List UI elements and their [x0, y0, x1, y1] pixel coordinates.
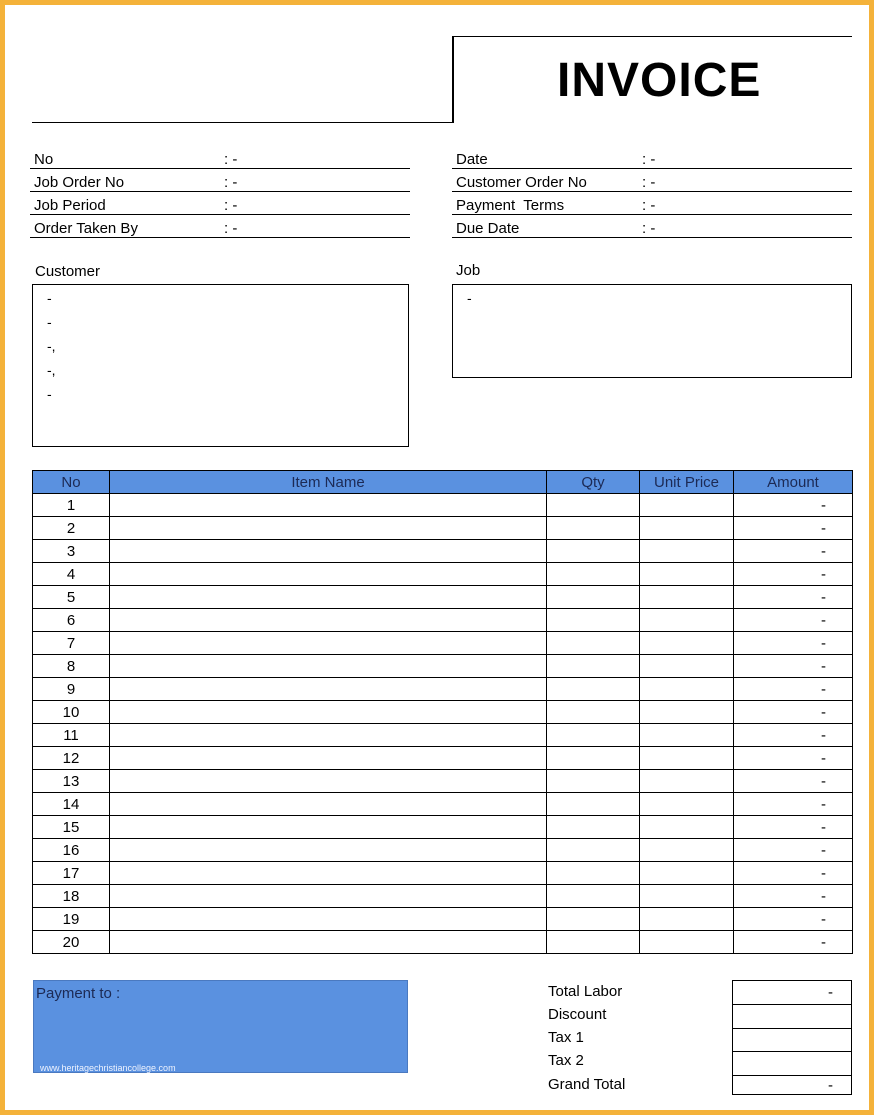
- amount-cell: -: [734, 494, 853, 517]
- unit-price-cell: [640, 793, 734, 816]
- field-value-customer-order-no: : -: [638, 169, 852, 192]
- unit-price-cell: [640, 908, 734, 931]
- item-name-cell: [110, 816, 547, 839]
- field-label-date: Date: [452, 146, 638, 169]
- item-no-cell: 8: [33, 655, 110, 678]
- qty-cell: [547, 908, 640, 931]
- item-no-cell: 2: [33, 517, 110, 540]
- item-name-cell: [110, 724, 547, 747]
- qty-cell: [547, 494, 640, 517]
- info-row-no: [30, 146, 410, 169]
- unit-price-cell: [640, 655, 734, 678]
- item-name-cell: [110, 563, 547, 586]
- amount-cell: -: [734, 885, 853, 908]
- item-no-cell: 9: [33, 678, 110, 701]
- customer-label: Customer: [35, 263, 101, 280]
- item-name-cell: [110, 931, 547, 954]
- unit-price-cell: [640, 609, 734, 632]
- unit-price-cell: [640, 816, 734, 839]
- qty-cell: [547, 839, 640, 862]
- item-name-cell: [110, 517, 547, 540]
- tax2-value: [733, 1052, 851, 1076]
- item-no-cell: 6: [33, 609, 110, 632]
- item-no-cell: 1: [33, 494, 110, 517]
- qty-cell: [547, 816, 640, 839]
- field-label-job-period: Job Period: [30, 192, 220, 215]
- amount-cell: -: [734, 609, 853, 632]
- total-labor-label: Total Labor: [548, 983, 623, 1000]
- header-unit-price: Unit Price: [640, 471, 734, 494]
- customer-line: -,: [47, 362, 56, 378]
- qty-cell: [547, 724, 640, 747]
- tax1-label: Tax 1: [548, 1029, 584, 1046]
- amount-cell: -: [734, 747, 853, 770]
- item-name-cell: [110, 747, 547, 770]
- job-box: [452, 284, 852, 378]
- item-name-cell: [110, 770, 547, 793]
- table-row: [33, 655, 853, 678]
- table-row: [33, 816, 853, 839]
- grand-total-value: -: [828, 1077, 833, 1094]
- table-row: [33, 701, 853, 724]
- field-value-due-date: : -: [638, 215, 852, 238]
- qty-cell: [547, 586, 640, 609]
- qty-cell: [547, 632, 640, 655]
- unit-price-cell: [640, 678, 734, 701]
- qty-cell: [547, 678, 640, 701]
- unit-price-cell: [640, 701, 734, 724]
- item-no-cell: 10: [33, 701, 110, 724]
- field-value-payment-terms: : -: [638, 192, 852, 215]
- unit-price-cell: [640, 586, 734, 609]
- qty-cell: [547, 793, 640, 816]
- title-area: [452, 36, 852, 123]
- table-row: [33, 586, 853, 609]
- item-name-cell: [110, 655, 547, 678]
- item-no-cell: 7: [33, 632, 110, 655]
- qty-cell: [547, 540, 640, 563]
- table-row: [33, 540, 853, 563]
- job-line: -: [467, 290, 472, 306]
- amount-cell: -: [734, 563, 853, 586]
- amount-cell: -: [734, 655, 853, 678]
- unit-price-cell: [640, 885, 734, 908]
- table-row: [33, 678, 853, 701]
- item-no-cell: 5: [33, 586, 110, 609]
- table-row: [33, 908, 853, 931]
- item-no-cell: 16: [33, 839, 110, 862]
- item-name-cell: [110, 540, 547, 563]
- tax2-label: Tax 2: [548, 1052, 584, 1069]
- item-name-cell: [110, 609, 547, 632]
- discount-label: Discount: [548, 1006, 607, 1023]
- field-label-customer-order-no: Customer Order No: [452, 169, 638, 192]
- header-amount: Amount: [734, 471, 853, 494]
- table-row: [33, 862, 853, 885]
- payment-label: Payment to :: [36, 985, 121, 1002]
- item-no-cell: 4: [33, 563, 110, 586]
- table-row: [33, 793, 853, 816]
- customer-box: [32, 284, 409, 447]
- logo-area: [32, 36, 454, 123]
- info-row-payment-terms: [452, 192, 852, 215]
- totals-box: [732, 980, 852, 1095]
- amount-cell: -: [734, 586, 853, 609]
- table-row: [33, 632, 853, 655]
- item-name-cell: [110, 632, 547, 655]
- item-no-cell: 13: [33, 770, 110, 793]
- field-label-due-date: Due Date: [452, 215, 638, 238]
- right-info-table: [452, 146, 852, 238]
- unit-price-cell: [640, 563, 734, 586]
- table-row: [33, 517, 853, 540]
- unit-price-cell: [640, 517, 734, 540]
- unit-price-cell: [640, 724, 734, 747]
- info-row-customer-order-no: [452, 169, 852, 192]
- items-table: [32, 470, 853, 954]
- field-value-job-order-no: : -: [220, 169, 410, 192]
- qty-cell: [547, 747, 640, 770]
- table-row: [33, 885, 853, 908]
- info-row-order-taken-by: [30, 215, 410, 238]
- item-no-cell: 19: [33, 908, 110, 931]
- amount-cell: -: [734, 517, 853, 540]
- item-name-cell: [110, 885, 547, 908]
- customer-line: -: [47, 314, 52, 330]
- qty-cell: [547, 563, 640, 586]
- table-row: [33, 609, 853, 632]
- item-name-cell: [110, 862, 547, 885]
- qty-cell: [547, 609, 640, 632]
- amount-cell: -: [734, 793, 853, 816]
- field-value-no: : -: [220, 146, 410, 169]
- field-value-order-taken-by: : -: [220, 215, 410, 238]
- watermark-text: www.heritagechristiancollege.com: [40, 1063, 176, 1073]
- table-row: [33, 770, 853, 793]
- qty-cell: [547, 862, 640, 885]
- total-labor-value: -: [733, 981, 851, 1005]
- amount-cell: -: [734, 540, 853, 563]
- discount-value: [733, 1005, 851, 1029]
- info-row-due-date: [452, 215, 852, 238]
- customer-line: -: [47, 386, 52, 402]
- table-row: [33, 563, 853, 586]
- unit-price-cell: [640, 770, 734, 793]
- item-no-cell: 17: [33, 862, 110, 885]
- grand-total-label: Grand Total: [548, 1076, 626, 1093]
- amount-cell: -: [734, 931, 853, 954]
- customer-line: -,: [47, 338, 56, 354]
- info-row-date: [452, 146, 852, 169]
- qty-cell: [547, 885, 640, 908]
- item-no-cell: 18: [33, 885, 110, 908]
- item-name-cell: [110, 494, 547, 517]
- header-qty: Qty: [547, 471, 640, 494]
- amount-cell: -: [734, 770, 853, 793]
- unit-price-cell: [640, 494, 734, 517]
- items-header-row: [33, 471, 853, 494]
- unit-price-cell: [640, 862, 734, 885]
- item-name-cell: [110, 839, 547, 862]
- invoice-title: INVOICE: [557, 54, 762, 107]
- qty-cell: [547, 701, 640, 724]
- item-no-cell: 3: [33, 540, 110, 563]
- item-no-cell: 15: [33, 816, 110, 839]
- table-row: [33, 931, 853, 954]
- left-info-table: [30, 146, 410, 238]
- field-label-payment-terms: Payment Terms: [452, 192, 638, 215]
- header-no: No: [33, 471, 110, 494]
- amount-cell: -: [734, 862, 853, 885]
- field-value-job-period: : -: [220, 192, 410, 215]
- payment-box: [33, 980, 408, 1073]
- amount-cell: -: [734, 908, 853, 931]
- amount-cell: -: [734, 839, 853, 862]
- unit-price-cell: [640, 931, 734, 954]
- table-row: [33, 747, 853, 770]
- info-row-job-period: [30, 192, 410, 215]
- unit-price-cell: [640, 747, 734, 770]
- item-no-cell: 12: [33, 747, 110, 770]
- qty-cell: [547, 931, 640, 954]
- table-row: [33, 724, 853, 747]
- customer-line: -: [47, 290, 52, 306]
- table-row: [33, 494, 853, 517]
- qty-cell: [547, 655, 640, 678]
- item-name-cell: [110, 586, 547, 609]
- amount-cell: -: [734, 724, 853, 747]
- qty-cell: [547, 517, 640, 540]
- item-no-cell: 20: [33, 931, 110, 954]
- info-row-job-order-no: [30, 169, 410, 192]
- item-name-cell: [110, 701, 547, 724]
- item-name-cell: [110, 793, 547, 816]
- unit-price-cell: [640, 632, 734, 655]
- job-label: Job: [456, 262, 481, 279]
- qty-cell: [547, 770, 640, 793]
- field-label-job-order-no: Job Order No: [30, 169, 220, 192]
- unit-price-cell: [640, 839, 734, 862]
- tax1-value: [733, 1029, 851, 1052]
- item-no-cell: 11: [33, 724, 110, 747]
- unit-price-cell: [640, 540, 734, 563]
- amount-cell: -: [734, 816, 853, 839]
- header-item-name: Item Name: [110, 471, 547, 494]
- field-label-no: No: [30, 146, 220, 169]
- amount-cell: -: [734, 678, 853, 701]
- amount-cell: -: [734, 701, 853, 724]
- field-label-order-taken-by: Order Taken By: [30, 215, 220, 238]
- amount-cell: -: [734, 632, 853, 655]
- item-name-cell: [110, 908, 547, 931]
- field-value-date: : -: [638, 146, 852, 169]
- item-no-cell: 14: [33, 793, 110, 816]
- item-name-cell: [110, 678, 547, 701]
- table-row: [33, 839, 853, 862]
